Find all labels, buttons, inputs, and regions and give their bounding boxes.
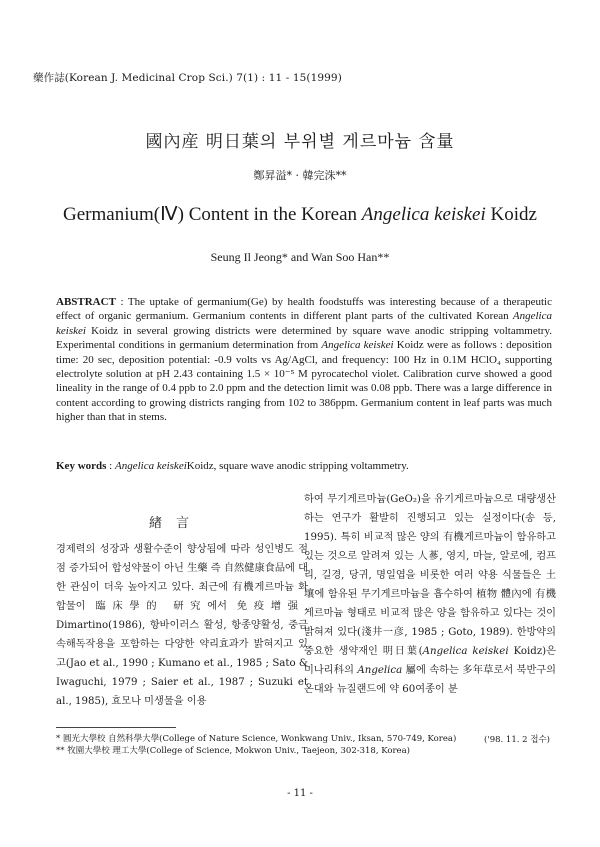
body-right-text-3: 屬에 속하는 多年草로서 북반구의 온대와 뉴질랜드에 약 60여종이 분 [304,665,556,695]
abstract-sep: : [115,296,128,308]
footnote-affiliation-1: * 圓光大學校 自然科學大學(College of Nature Science, Wonkwang Univ., Iksan, 570-749, Korea) [56,734,457,744]
authors-english: Seung Il Jeong* and Wan Soo Han** [210,250,390,264]
abstract-italic-1: Angelica keiskei [56,310,552,337]
abstract-text-1: The uptake of germanium(Ge) by health foodstuffs was interesting because of a therapeutic effect of organic germanium. Germanium contents in different plant parts of the cultivated Korean [56,296,552,323]
authors-korean: 鄭昇溢* · 韓完洙** [253,169,347,182]
body-right-column [304,490,556,699]
keywords-text: Koidz, square wave anodic stripping voltammetry. [186,460,409,472]
received-date: ('98. 11. 2 접수) [484,735,550,745]
keywords [56,460,552,472]
paper-title-korean: 國內産 明日葉의 부위별 게르마늄 含量 [145,132,455,152]
abstract-italic-2: Angelica keiskei [321,339,394,352]
page-number: - 11 - [287,788,313,799]
body-left-column: 경제력의 성장과 생활수준이 향상됨에 따라 성인병도 점점 증가되어 합성약물이 아닌 生藥 즉 自然健康食品에 대한 관심이 더욱 높아지고 있다. 최근에 有機게르마늄 화합물이 臨床學的 研究에서 免疫增强, Dimartino(1986), 항바이러스 활성, 항종양활성, 중금속해독작용을 포함하는 다양한 약리효과가 밝혀지고 있고(Jao et al., 1990 ; Kumano et al., 1985 ; Sato & Iwaguchi, 1979 ; Saier et al., 1987 ; Suzuki et al., 1985), 효모나 미생물을 이용 [56,544,308,707]
section-heading-introduction: 緖言 [148,516,203,531]
keywords-label: Key words [56,460,107,472]
body-right-italic-1: Angelica keiskei [422,646,509,657]
title-en-suffix: Koidz [485,204,537,225]
body-right-text-2: Koidz)은 미나리科의 [304,646,557,676]
body-right-text-1: 하여 무기게르마늄(GeO₂)을 유기게르마늄으로 대량생산하는 연구가 활발히 진행되고 있는 실정이다(송 등, 1995). 특히 비교적 많은 양의 有機게르마늄이 함유하고 있는 것으로 알려져 있는 人蔘, 영지, 마늘, 알로에, 컴프리, 길경, 당귀, 명일엽을 비롯한 여러 약용 식물들은 土壤에 함유된 무기게르마늄을 흡수하여 植物 體內에 有機게르마늄 형태로 비교적 많은 양을 함유하고 있다는 것이 밝혀져 있다(淺井一彦, 1985 ; Goto, 1989). 한방약의 중요한 생약재인 明日葉( [304,494,556,657]
keywords-italic: Angelica keiskei [114,460,187,472]
journal-citation: 藥作誌(Korean J. Medicinal Crop Sci.) 7(1) : 11 - 15(1999) [33,72,342,84]
keywords-sep: : [106,460,115,472]
footnote-affiliation-2: ** 牧園大學校 理工大學(College of Science, Mokwon Univ., Taejeon, 302-318, Korea) [56,746,410,756]
title-en-prefix: Germanium(Ⅳ) Content in the Korean [63,204,362,225]
title-en-species: Angelica keiskei [361,204,486,225]
body-right-italic-2: Angelica [357,665,403,676]
paper-title-english [0,203,600,226]
abstract-text-3: Koidz were as follows : deposition time: 20 sec, deposition potential: -0.9 volts vs Ag/AgCl, and frequency: 100 Hz in 0.1M HClO₄ supporting electrolyte solution at pH 2.43 containing 1.5 × 10⁻⁵ M pyrocatechol violet. Calibration curve showed a good lineality in the range of 0.4 ppb to 2.0 ppm and the detection limit was 0.08 ppb. There was a large difference in content according to growing districts ranging from 102 to 386ppm. Germanium content in leaf parts was much higher than that in stems. [56,339,552,424]
abstract-text-2: Koidz in several growing districts were determined by square wave anodic stripping voltammetry. Experimental conditions in germanium determination from [56,324,552,352]
abstract [56,295,552,425]
footnote-divider [56,727,176,728]
abstract-label: ABSTRACT [56,296,116,308]
